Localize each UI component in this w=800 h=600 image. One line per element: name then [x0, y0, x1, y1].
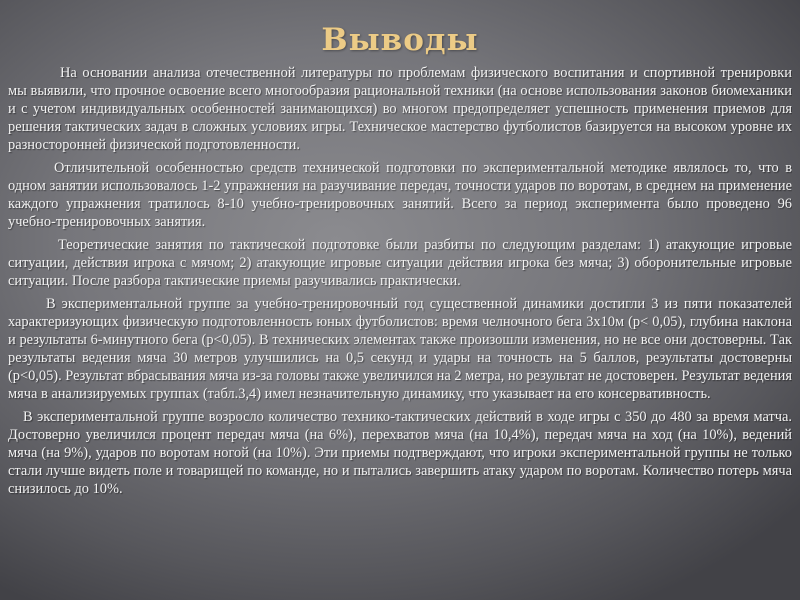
paragraph-physical-results: В экспериментальной группе за учебно-тренировочный год существенной динамики достигли 3 из пяти показателей характеризующих физическую подготовленность юных футболистов: время челночного бега 3х10м (p< 0,05), глубина наклона и результаты 6-минутного бега (p<0,05). В технических элементах также произошли изменения, но не все они достоверны. Так результаты ведения мяча 30 метров улучшились на 0,5 секунд и удары на точность на 5 баллов, результаты достоверны (p<0,05). Результат вбрасывания мяча из-за головы также увеличился на 2 метра, но результат не достоверен. Результат ведения мяча в анализируемых группах (табл.3,4) имел незначительную динамику, что указывает на его консервативность.	[8, 296, 792, 402]
slide-title: Выводы	[321, 22, 479, 58]
paragraph-tactical-theory: Теоретические занятия по тактической подготовке были разбиты по следующим разделам: 1) атакующие игровые ситуации, действия игрока с мячом; 2) атакующие игровые ситуации действия игрока без мяча; 3) оборонительные игровые ситуации. После разбора тактические приемы разучивались практически.	[8, 237, 792, 289]
paragraph-literature-analysis: На основании анализа отечественной литературы по проблемам физического воспитания и спортивной тренировки мы выявили, что прочное освоение всего многообразия рациональной техники (на основе использования законов биомеханики и с учетом индивидуальных особенностей занимающихся) во многом предопределяет успешность применения приемов для решения тактических задач в сложных условиях игры. Техническое мастерство футболистов базируется на высоком уровне их разносторонней физической подготовленности.	[8, 65, 792, 153]
slide-body	[8, 64, 792, 600]
paragraph-technical-training: Отличительной особенностью средств технической подготовки по экспериментальной методике являлось то, что в одном занятии использовалось 1-2 упражнения на разучивание передач, точности ударов по воротам, в среднем на применение каждого упражнения тратилось 8-10 учебно-тренировочных занятий. Всего за период эксперимента было проведено 96 учебно-тренировочных занятия.	[8, 160, 792, 230]
paragraph-game-actions: В экспериментальной группе возросло количество технико-тактических действий в ходе игры с 350 до 480 за время матча. Достоверно увеличился процент передач мяча (на 6%), перехватов мяча (на 10,4%), передач мяча на ход (на 10%), ведений мяча (на 9%), ударов по воротам ногой (на 10%). Эти приемы подтверждают, что игроки экспериментальной группы не только стали лучше видеть поле и товарищей по команде, но и пытались завершить атаку ударом по воротам. Количество потерь мяча снизилось до 10%.	[8, 409, 792, 497]
